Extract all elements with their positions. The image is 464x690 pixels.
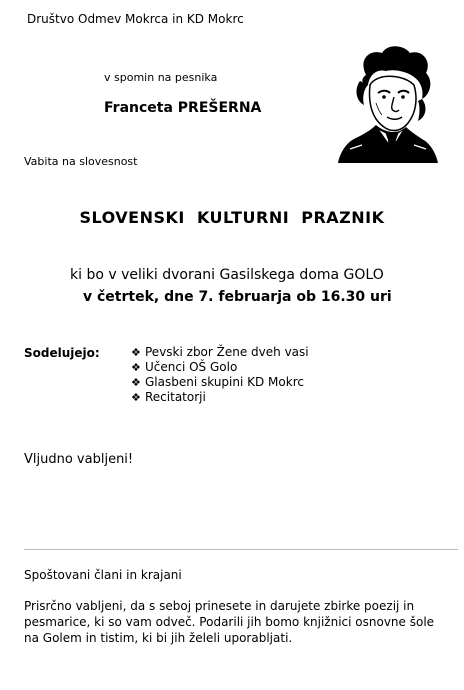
diamond-bullet-icon: ❖ [131, 346, 141, 359]
participants-label: Sodelujejo: [24, 346, 100, 360]
participant-name: Pevski zbor Žene dveh vasi [145, 345, 309, 359]
diamond-bullet-icon: ❖ [131, 361, 141, 374]
list-item [131, 360, 309, 375]
organizer-text: Društvo Odmev Mokrca in KD Mokrc [27, 12, 244, 26]
list-item [131, 375, 309, 390]
diamond-bullet-icon: ❖ [131, 376, 141, 389]
event-venue: ki bo v veliki dvorani Gasilskega doma GOLO [70, 267, 384, 283]
list-item [131, 390, 309, 405]
invitation-intro: Vabita na slovesnost [24, 155, 138, 168]
event-datetime: v četrtek, dne 7. februarja ob 16.30 uri [83, 289, 392, 305]
closing-line: Vljudno vabljeni! [24, 452, 134, 467]
participant-name: Glasbeni skupini KD Mokrc [145, 375, 304, 389]
footer-greeting: Spoštovani člani in krajani [24, 568, 182, 582]
participant-name: Recitatorji [145, 390, 206, 404]
footer-request: Prisrčno vabljeni, da s seboj prinesete in darujete zbirke poezij in pesmarice, ki so vam odveč. Podarili jih bomo knjižnici osnovne šole na Golem in tistim, ki bi jih želeli uporabljati. [24, 599, 435, 645]
event-title: SLOVENSKI KULTURNI PRAZNIK [79, 208, 385, 227]
poet-portrait-illustration [336, 45, 440, 163]
list-item [131, 345, 309, 360]
participant-name: Učenci OŠ Golo [145, 360, 238, 374]
diamond-bullet-icon: ❖ [131, 391, 141, 404]
memory-line: v spomin na pesnika [104, 71, 218, 84]
participants-list [131, 345, 309, 405]
poet-name: Franceta PREŠERNA [104, 100, 262, 116]
section-divider [24, 549, 458, 550]
